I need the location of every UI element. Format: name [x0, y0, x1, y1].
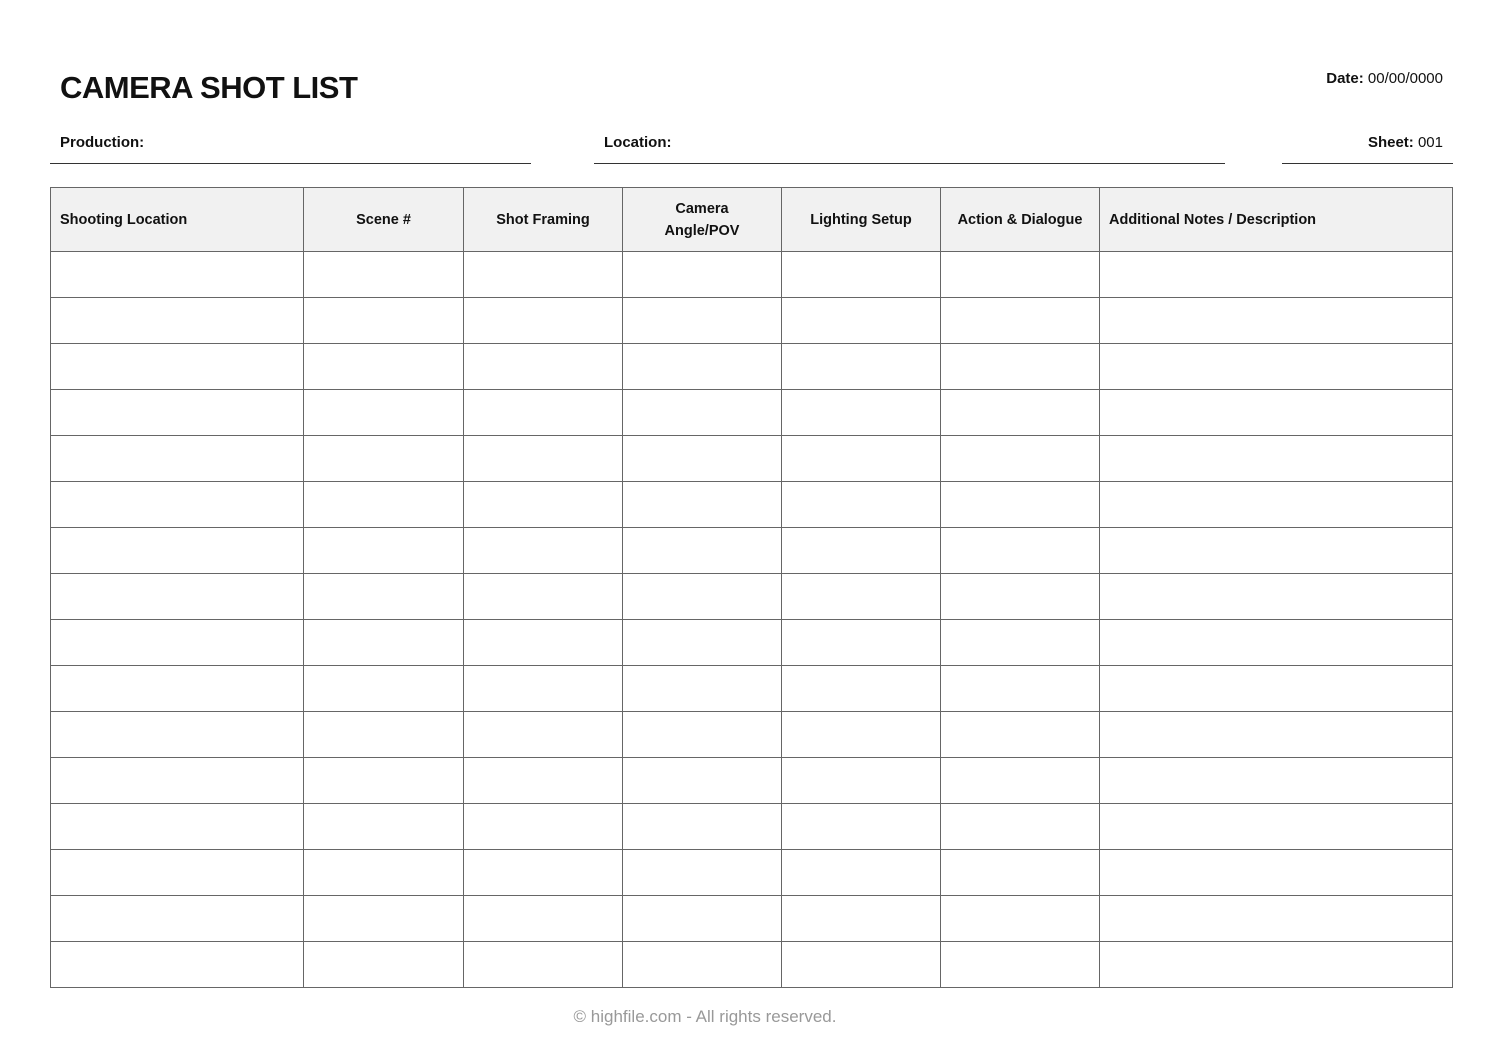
cell-shooting-location[interactable] — [51, 344, 304, 390]
cell-camera-angle[interactable] — [623, 344, 782, 390]
cell-shot-framing[interactable] — [464, 620, 623, 666]
cell-scene[interactable] — [304, 758, 464, 804]
table-row — [51, 620, 1453, 666]
cell-action-dialogue[interactable] — [941, 620, 1100, 666]
cell-shooting-location[interactable] — [51, 298, 304, 344]
cell-lighting-setup[interactable] — [782, 482, 941, 528]
cell-action-dialogue[interactable] — [941, 758, 1100, 804]
cell-shot-framing[interactable] — [464, 482, 623, 528]
cell-action-dialogue[interactable] — [941, 804, 1100, 850]
cell-shooting-location[interactable] — [51, 712, 304, 758]
cell-shooting-location[interactable] — [51, 252, 304, 298]
cell-shot-framing[interactable] — [464, 528, 623, 574]
cell-additional-notes[interactable] — [1100, 574, 1453, 620]
cell-action-dialogue[interactable] — [941, 712, 1100, 758]
cell-shot-framing[interactable] — [464, 850, 623, 896]
cell-lighting-setup[interactable] — [782, 574, 941, 620]
cell-additional-notes[interactable] — [1100, 666, 1453, 712]
cell-scene[interactable] — [304, 850, 464, 896]
cell-scene[interactable] — [304, 574, 464, 620]
cell-camera-angle[interactable] — [623, 804, 782, 850]
cell-camera-angle[interactable] — [623, 758, 782, 804]
table-header-row — [51, 188, 1453, 252]
column-header-additional-notes: Additional Notes / Description — [1100, 188, 1453, 252]
cell-shooting-location[interactable] — [51, 574, 304, 620]
cell-camera-angle[interactable] — [623, 528, 782, 574]
cell-additional-notes[interactable] — [1100, 252, 1453, 298]
cell-action-dialogue[interactable] — [941, 574, 1100, 620]
cell-lighting-setup[interactable] — [782, 344, 941, 390]
cell-scene[interactable] — [304, 804, 464, 850]
cell-lighting-setup[interactable] — [782, 758, 941, 804]
cell-additional-notes[interactable] — [1100, 804, 1453, 850]
cell-camera-angle[interactable] — [623, 896, 782, 942]
cell-lighting-setup[interactable] — [782, 942, 941, 988]
location-input-line[interactable] — [594, 163, 1225, 164]
cell-lighting-setup[interactable] — [782, 850, 941, 896]
cell-shooting-location[interactable] — [51, 528, 304, 574]
cell-additional-notes[interactable] — [1100, 896, 1453, 942]
cell-lighting-setup[interactable] — [782, 436, 941, 482]
table-body — [51, 252, 1453, 988]
cell-shot-framing[interactable] — [464, 344, 623, 390]
cell-scene[interactable] — [304, 436, 464, 482]
cell-shooting-location[interactable] — [51, 942, 304, 988]
cell-action-dialogue[interactable] — [941, 390, 1100, 436]
shot-list-table — [50, 187, 1453, 988]
cell-lighting-setup[interactable] — [782, 390, 941, 436]
cell-scene[interactable] — [304, 896, 464, 942]
cell-shot-framing[interactable] — [464, 298, 623, 344]
cell-shot-framing[interactable] — [464, 804, 623, 850]
column-header-camera-angle: Camera Angle/POV — [623, 188, 782, 252]
column-header-action-dialogue: Action & Dialogue — [941, 188, 1100, 252]
table-row — [51, 712, 1453, 758]
date-field — [1326, 70, 1443, 87]
cell-lighting-setup[interactable] — [782, 666, 941, 712]
production-label: Production: — [60, 134, 145, 151]
cell-shooting-location[interactable] — [51, 436, 304, 482]
cell-scene[interactable] — [304, 942, 464, 988]
cell-action-dialogue[interactable] — [941, 896, 1100, 942]
table-row — [51, 574, 1453, 620]
cell-lighting-setup[interactable] — [782, 528, 941, 574]
cell-shot-framing[interactable] — [464, 666, 623, 712]
cell-shooting-location[interactable] — [51, 620, 304, 666]
sheet-input-line[interactable] — [1282, 163, 1453, 164]
cell-camera-angle[interactable] — [623, 850, 782, 896]
cell-additional-notes[interactable] — [1100, 298, 1453, 344]
cell-scene[interactable] — [304, 252, 464, 298]
cell-camera-angle[interactable] — [623, 620, 782, 666]
production-input-line[interactable] — [50, 163, 531, 164]
column-header-shot-framing: Shot Framing — [464, 188, 623, 252]
cell-scene[interactable] — [304, 298, 464, 344]
cell-additional-notes[interactable] — [1100, 850, 1453, 896]
cell-lighting-setup[interactable] — [782, 252, 941, 298]
cell-action-dialogue[interactable] — [941, 528, 1100, 574]
cell-camera-angle[interactable] — [623, 390, 782, 436]
column-header-scene: Scene # — [304, 188, 464, 252]
table-row — [51, 850, 1453, 896]
cell-scene[interactable] — [304, 390, 464, 436]
cell-camera-angle[interactable] — [623, 436, 782, 482]
cell-shooting-location[interactable] — [51, 896, 304, 942]
date-label: Date: — [1326, 70, 1364, 87]
sheet-value[interactable]: 001 — [1417, 134, 1443, 151]
cell-additional-notes[interactable] — [1100, 758, 1453, 804]
cell-action-dialogue[interactable] — [941, 850, 1100, 896]
table-row — [51, 252, 1453, 298]
cell-additional-notes[interactable] — [1100, 482, 1453, 528]
table-row — [51, 666, 1453, 712]
cell-action-dialogue[interactable] — [941, 666, 1100, 712]
cell-additional-notes[interactable] — [1100, 528, 1453, 574]
cell-shot-framing[interactable] — [464, 896, 623, 942]
copyright-footer: © highfile.com - All rights reserved. — [573, 1007, 837, 1026]
cell-action-dialogue[interactable] — [941, 482, 1100, 528]
cell-action-dialogue[interactable] — [941, 436, 1100, 482]
column-header-shooting-location: Shooting Location — [51, 188, 304, 252]
cell-shooting-location[interactable] — [51, 390, 304, 436]
cell-shooting-location[interactable] — [51, 758, 304, 804]
table-row — [51, 436, 1453, 482]
cell-action-dialogue[interactable] — [941, 344, 1100, 390]
cell-action-dialogue[interactable] — [941, 252, 1100, 298]
table-row — [51, 804, 1453, 850]
cell-shot-framing[interactable] — [464, 436, 623, 482]
cell-lighting-setup[interactable] — [782, 298, 941, 344]
cell-shot-framing[interactable] — [464, 712, 623, 758]
cell-camera-angle[interactable] — [623, 574, 782, 620]
sheet-field — [1368, 134, 1443, 151]
cell-camera-angle[interactable] — [623, 298, 782, 344]
cell-lighting-setup[interactable] — [782, 620, 941, 666]
date-value[interactable]: 00/00/0000 — [1367, 70, 1443, 87]
page-title: CAMERA SHOT LIST — [60, 70, 358, 105]
cell-additional-notes[interactable] — [1100, 620, 1453, 666]
cell-shooting-location[interactable] — [51, 804, 304, 850]
cell-shot-framing[interactable] — [464, 252, 623, 298]
cell-scene[interactable] — [304, 528, 464, 574]
cell-scene[interactable] — [304, 344, 464, 390]
cell-shooting-location[interactable] — [51, 850, 304, 896]
table-row — [51, 482, 1453, 528]
cell-camera-angle[interactable] — [623, 252, 782, 298]
cell-additional-notes[interactable] — [1100, 436, 1453, 482]
table-row — [51, 344, 1453, 390]
cell-additional-notes[interactable] — [1100, 712, 1453, 758]
cell-lighting-setup[interactable] — [782, 804, 941, 850]
cell-camera-angle[interactable] — [623, 482, 782, 528]
table-row — [51, 942, 1453, 988]
cell-shooting-location[interactable] — [51, 666, 304, 712]
cell-additional-notes[interactable] — [1100, 344, 1453, 390]
cell-camera-angle[interactable] — [623, 712, 782, 758]
location-label: Location: — [604, 134, 672, 151]
table-row — [51, 758, 1453, 804]
cell-lighting-setup[interactable] — [782, 712, 941, 758]
table-row — [51, 896, 1453, 942]
cell-scene[interactable] — [304, 712, 464, 758]
cell-scene[interactable] — [304, 666, 464, 712]
cell-action-dialogue[interactable] — [941, 298, 1100, 344]
cell-scene[interactable] — [304, 620, 464, 666]
cell-shot-framing[interactable] — [464, 574, 623, 620]
cell-camera-angle[interactable] — [623, 666, 782, 712]
sheet-label: Sheet: — [1367, 134, 1414, 151]
column-header-lighting-setup: Lighting Setup — [782, 188, 941, 252]
cell-additional-notes[interactable] — [1100, 390, 1453, 436]
cell-scene[interactable] — [304, 482, 464, 528]
cell-shot-framing[interactable] — [464, 758, 623, 804]
cell-lighting-setup[interactable] — [782, 896, 941, 942]
cell-additional-notes[interactable] — [1100, 942, 1453, 988]
cell-camera-angle[interactable] — [623, 942, 782, 988]
table-row — [51, 298, 1453, 344]
cell-shot-framing[interactable] — [464, 942, 623, 988]
cell-shot-framing[interactable] — [464, 390, 623, 436]
table-row — [51, 528, 1453, 574]
table-row — [51, 390, 1453, 436]
cell-action-dialogue[interactable] — [941, 942, 1100, 988]
cell-shooting-location[interactable] — [51, 482, 304, 528]
